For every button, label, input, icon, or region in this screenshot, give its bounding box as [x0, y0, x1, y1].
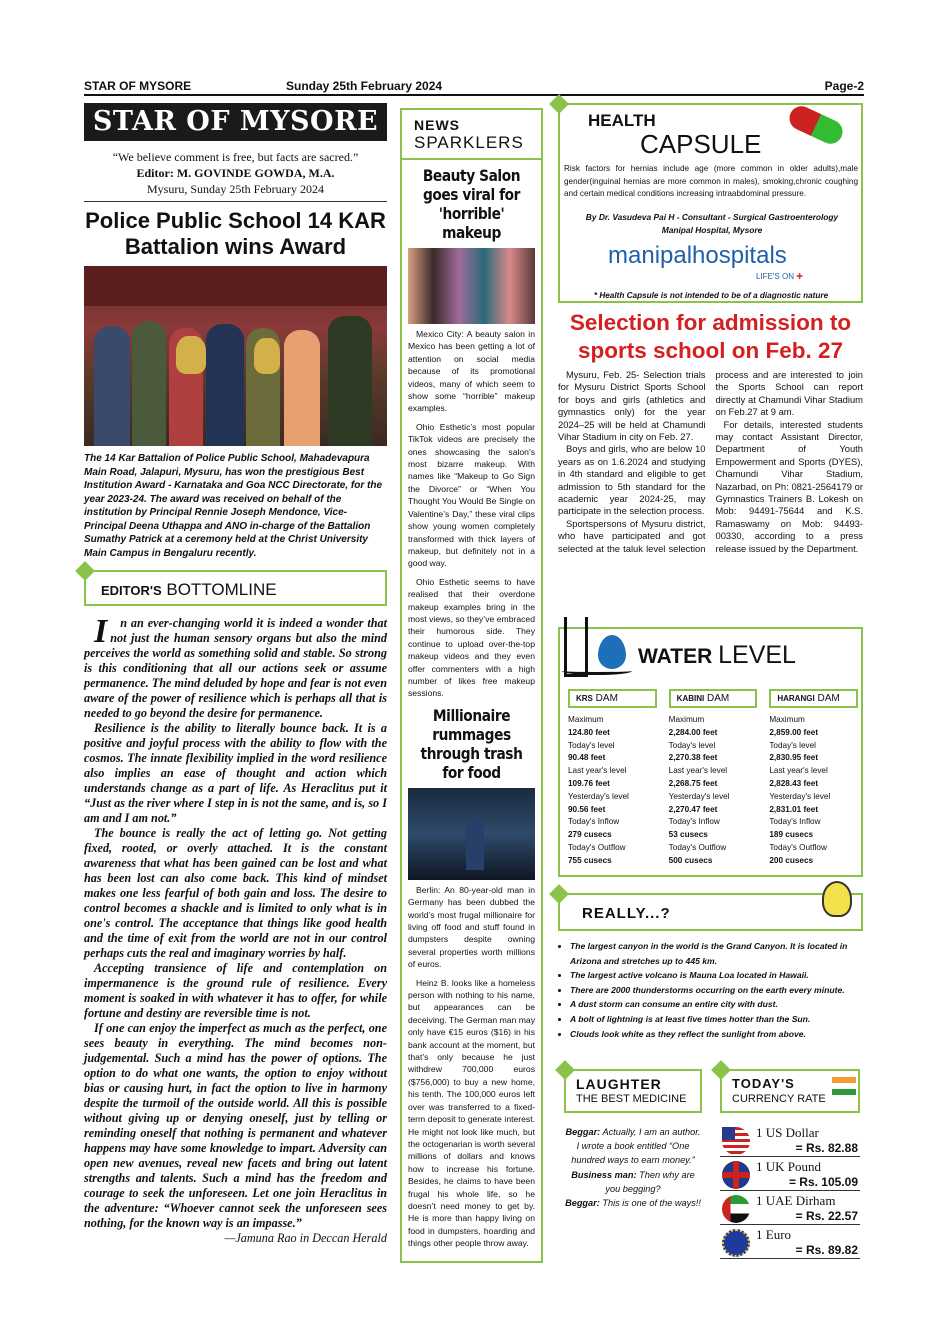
- beauty-salon-headline: Beauty Salon goes viral for 'horrible' makeup: [422, 166, 521, 242]
- water-level-title: WATER LEVEL: [638, 641, 796, 669]
- health-label: HEALTH: [588, 111, 656, 130]
- sports-headline: Selection for admission to sports school on Feb. 27: [569, 310, 852, 363]
- award-photo: [84, 266, 387, 446]
- really-list: [558, 939, 863, 1041]
- motto: “We believe comment is free, but facts are sacred.”: [112, 150, 359, 164]
- rate-usd: 1 US Dollar = Rs. 82.88: [720, 1123, 860, 1157]
- sports-article: Mysuru, Feb. 25- Selection trials for Mysuru District Sports School for boys and girls (athletics and gymnastics only) for the year 2024–25 will be held at Chamundi Vihar Stadium in city on Feb. 27. Boys and girls, who are below 10 years as on 1.6.2024 and studying in 4th standard and eligible to get admission to 5th standard for the academic year 2024-25, may participate in the selection process. Sportspersons of Mysuru district, who have participated and got selected at the taluk level selection process and are interested to join the Sports School can report directly at Chamundi Vihar Stadium on Feb.27 at 9 am. For details, interested students may contact Assistant Director, Department of Youth Empowerment and Sports (DYES), Chamundi Vihar Stadium, Nazarbad, on Ph: 0821-2564179 or Gymnastics Trainers B. Lokesh on Mob: 94491-75644 and K.S. Ramaswamy on Mob: 94493-00330, according to a press release issued by the Department.: [558, 369, 863, 554]
- fact-item: • There are 2000 thunderstorms occurring on the earth every minute.: [570, 983, 863, 998]
- really-box: [558, 893, 863, 931]
- health-text: Risk factors for hernias include age (more common in older adults),male gender(inguinal hernias are more common in males), smoking,chronic coughing and certain medical conditions increasing intraabdominal pressure.: [564, 164, 858, 198]
- laughter-box: [564, 1069, 702, 1113]
- joke: Beggar: Actually, I am an author. I wrote a book entitled “One hundred ways to earn money.” Business man: Then why are you begging? Beggar: This is one of the ways!!: [565, 1127, 701, 1209]
- pill-icon: [786, 102, 847, 147]
- paper-name: STAR OF MYSORE: [84, 79, 192, 93]
- currency-subtitle: CURRENCY RATE: [732, 1093, 826, 1105]
- fact-item: • Clouds look white as they reflect the sunlight from above.: [570, 1027, 863, 1042]
- editor-para: I n an ever-changing world it is indeed a wonder that not just the human sensory organs but also the mind perceives the world as something solid and stable. So strong is this conditioning that all our actions seek or assume permanence. The mind deluded by hope and fear is not even aware of the power of resilience which is perhaps all that is needed to go beyond the desire for permanence.: [84, 613, 387, 720]
- editor-para: The bounce is really the act of letting go. Not getting fixed, rooted, or overly attached. It is the constant awareness that what has been gained can be lost and what has been lost can also come back. This kind of mindset makes one less fearful of both gain and loss. The desire to control becomes a shackle and is limited to only what is in one's control. The acceptance that things like good health and the time of exit from the world are not in our control perhaps cuts the real and imaginary worries by half.: [84, 826, 387, 960]
- right-column: [558, 103, 863, 1257]
- water-level-box: [558, 627, 863, 877]
- editor-article: [84, 613, 387, 1246]
- editor-box-title: EDITOR'S BOTTOMLINE: [101, 580, 277, 599]
- laughter-subtitle: THE BEST MEDICINE: [576, 1093, 687, 1105]
- rate-eur: 1 Euro = Rs. 89.82: [720, 1225, 860, 1259]
- page-header: [84, 78, 864, 96]
- bulb-icon: [822, 881, 852, 917]
- divider: [84, 201, 387, 202]
- india-flag-icon: [832, 1077, 856, 1095]
- page-number: Page-2: [824, 79, 864, 93]
- editor-para: Accepting transience of life and contemplation on impermanence is the ground rule of resilience. Every moment is soaked in with whatever it has to offer, for while fortune and destiny are reversible time is not.: [84, 961, 387, 1020]
- makeup-photo: [408, 248, 535, 324]
- millionaire-photo: [408, 788, 535, 880]
- photo-caption: The 14 Kar Battalion of Police Public School, Mahadevapura Main Road, Jalapuri, Mysuru, has won the prestigious Best Institution Award - Karnataka and Goa NCC Directorate, for the year 2023-24. The award was received on behalf of the institution by Principal Rennie Joseph Mendonce, Vice-Principal Deena Uthappa and ANO in-charge of the Battalion Sumathy Patrick at a ceremony held at the Christ University Main Campus in Bengaluru recently.: [84, 453, 383, 559]
- manipal-logo: manipalhospitals: [608, 242, 787, 269]
- water-drop-icon: [598, 635, 626, 669]
- issue-date: Sunday 25th February 2024: [286, 79, 443, 93]
- editor-para: Resilience is the ability to literally bounce back. It is a positive and joyful process with the ability to flow with the cosmos. The innate flexibility implied in the word resilience also implies an ease of thought and action which understands change as a part of life. As Heraclitus put it “Just as the river where I step in is not the same, and is, so I am and I am not.”: [84, 721, 387, 825]
- rate-gbp: 1 UK Pound = Rs. 105.09: [720, 1157, 860, 1191]
- dam-harangi: HARANGI DAM Maximum 2,859.00 feet Today's level 2,830.95 feet Last year's level 2,828.43 feet Yesterday's level 2,831.01 feet Today's Inflow 189 cusecs Today's Outflow 200 cusecs: [769, 689, 858, 868]
- editor-bottomline-box: [84, 570, 387, 606]
- fact-item: • The largest canyon in the world is the Grand Canyon. It is located in Arizona and stretches up to 445 km.: [570, 939, 863, 968]
- health-disclaimer: * Health Capsule is not intended to be of a diagnostic nature: [593, 291, 829, 300]
- editor-line: Editor: M. GOVINDE GOWDA, M.A.: [136, 166, 335, 180]
- fact-item: • The largest active volcano is Mauna Loa located in Hawaii.: [570, 968, 863, 983]
- masthead-info: [84, 149, 387, 197]
- dam-kabini: KABINI DAM Maximum 2,284.00 feet Today's level 2,270.38 feet Last year's level 2,268.75 feet Yesterday's level 2,270.47 feet Today's Inflow 53 cusecs Today's Outflow 500 cusecs: [669, 689, 758, 868]
- capsule-label: CAPSULE: [640, 129, 762, 159]
- millionaire-headline: Millionaire rummages through trash for food: [420, 705, 523, 782]
- fact-item: • A dust storm can consume an entire city with dust.: [570, 997, 863, 1012]
- laughter-title: LAUGHTER: [576, 1076, 662, 1092]
- rate-aed: 1 UAE Dirham = Rs. 22.57: [720, 1191, 860, 1225]
- gbp-flag-icon: [722, 1161, 750, 1189]
- masthead-title: STAR OF MYSORE: [84, 103, 387, 141]
- police-headline: Police Public School 14 KAR Battalion wins Award: [85, 208, 386, 259]
- fact-item: • A bolt of lightning is at least five times hotter than the Sun.: [570, 1012, 863, 1027]
- editor-para: If one can enjoy the imperfect as much as the perfect, one sees beauty in everything. The mind becomes non-judgemental. Such a mind has the power of options. The option to do what one wants, the option to enjoy without bias or causing hurt, in fact the option to live in harmony despite the turmoil of the outside world. All this is possible without giving up or denying oneself, just by telling or reminding oneself that nothing is permanent and whatever happens may have some knowledge to impart. Adversity can open new avenues, reveal new facets and bring out latent strengths and talents. Such a mind has the freedom and courage to seek the unforeseen. Let one join Heraclitus in the adventure: “Whoever cannot seek the unforeseen sees nothing, for the known way is an impasse.”: [84, 1021, 387, 1230]
- dam-table: [568, 689, 858, 868]
- eur-flag-icon: [722, 1229, 750, 1257]
- really-title: REALLY...?: [582, 905, 671, 922]
- editor-credit: —Jamuna Rao in Deccan Herald: [224, 1231, 387, 1245]
- dateline: Mysuru, Sunday 25th February 2024: [147, 182, 324, 196]
- currency-title: TODAY'S: [732, 1076, 795, 1091]
- beauty-salon-article: Mexico City: A beauty salon in Mexico has been getting a lot of attention on social media because of its promotional videos, many of which seem to show some “horrible” makeup examples. Ohio Esthetic’s most popular TikTok videos are precisely the ones showcasing the salon’s most bizarre makeup. With names like “Makeup to Go Sign the Divorce” or “When You Thought You Would Be Single on Valentine’s Day,” these viral clips show young women completely transformed with thick layers of makeup, but definitely not in a good way. Ohio Esthetic seems to have realised that their overdone makeup examples bring in the most views, so they’ve embraced their humorous side. They continue to upload over-the-top makeup videos and they even offer commenters with a high number of likes free makeup sessions.: [408, 329, 535, 699]
- news-sparklers-title: NEWS SPARKLERS: [414, 117, 524, 152]
- currency-list: [720, 1123, 860, 1259]
- dam-krs: KRS DAM Maximum 124.80 feet Today's level 90.48 feet Last year's level 109.76 feet Yesterday's level 90.56 feet Today's Inflow 279 cusecs Today's Outflow 755 cusecs: [568, 689, 657, 868]
- millionaire-article: Berlin: An 80-year-old man in Germany has been dubbed the world’s most frugal millionaire for living off food and stuff found in dumpsters despite owning several properties worth millions of euros. Heinz B. looks like a homeless person with nothing to his name, but appearances can be deceiving. The German man may only have €15 euros ($16) in his bank account at the moment, but that’s only because he just withdrew 700,000 euros ($756,000) to buy a new home, his tenth. The 100,000 euros left over was transferred to a fixed-term deposit to generate interest. He might not look like much, but the octogenarian is worth several millions of dollars and knows how to increase his fortune. Besides, he claims to have been frugal his whole life, so he doesn’t need money to get by. He is more than happy living on food in dumpsters, hoarding and things other people throw away.: [408, 884, 535, 1249]
- news-sparklers-column: [400, 108, 543, 1263]
- health-byline: By Dr. Vasudeva Pai H - Consultant - Surgical Gastroenterology Manipal Hospital, Mysore: [585, 212, 839, 235]
- currency-box: [720, 1069, 860, 1113]
- manipal-tagline: LIFE'S ON ✚: [756, 272, 803, 281]
- health-capsule-box: [558, 103, 863, 303]
- aed-flag-icon: [722, 1195, 750, 1223]
- wave-icon: [562, 667, 632, 675]
- left-column: [84, 103, 387, 1246]
- usd-flag-icon: [722, 1127, 750, 1155]
